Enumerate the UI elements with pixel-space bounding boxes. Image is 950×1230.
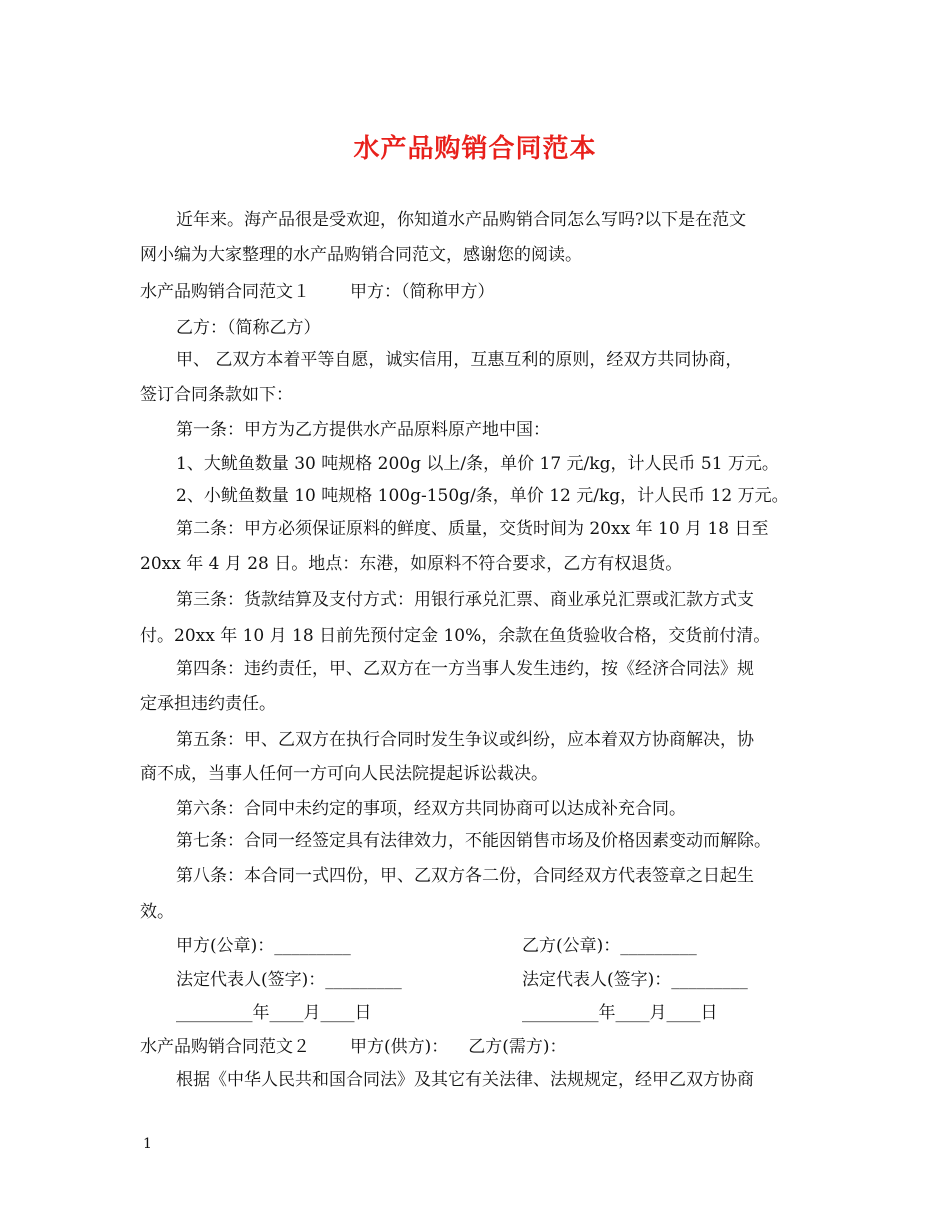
clause-line: 定承担违约责任。 (140, 694, 276, 714)
clause-line: 第六条：合同中未约定的事项，经双方共同协商可以达成补充合同。 (176, 799, 686, 819)
clause-line: 第一条：甲方为乙方提供水产品原料原产地中国： (176, 420, 550, 440)
clause-line: 第七条：合同一经签定具有法律效力，不能因销售市场及价格因素变动而解除。 (176, 831, 771, 851)
clause-line: 20xx 年 4 月 28 日。地点：东港，如原料不符合要求，乙方有权退货。 (140, 554, 683, 574)
clause-line: 商不成，当事人任何一方可向人民法院提起诉讼裁决。 (140, 764, 548, 784)
sample1-heading-line (140, 282, 495, 302)
intro-line-1: 近年来。海产品很是受欢迎，你知道水产品购销合同怎么写吗?以下是在范文 (176, 210, 747, 230)
intro-line-2: 网小编为大家整理的水产品购销合同范文，感谢您的阅读。 (140, 245, 582, 265)
clause-line: 2、小鱿鱼数量 10 吨规格 100g-150g/条，单价 12 元/kg，计人民币 12 万元。 (176, 486, 789, 506)
clause-line: 第三条：货款结算及支付方式：用银行承兑汇票、商业承兑汇票或汇款方式支 (176, 590, 754, 610)
sample2-heading: 水产品购销合同范文２ (140, 1037, 310, 1057)
signature-a-seal: 甲方(公章)：_________ (176, 936, 351, 956)
sample2-party-a: 甲方(供方)： (350, 1037, 449, 1057)
signature-b-seal: 乙方(公章)：_________ (522, 936, 697, 956)
sample1-party-b: 乙方：（简称乙方） (176, 318, 321, 338)
sample2-first-line: 根据《中华人民共和国合同法》及其它有关法律、法规规定，经甲乙双方协商 (176, 1070, 754, 1090)
clause-line: 1、大鱿鱼数量 30 吨规格 200g 以上/条，单价 17 元/kg，计人民币 51 万元。 (176, 454, 779, 474)
signature-a-rep: 法定代表人(签字)：_________ (176, 970, 402, 990)
page-number: 1 (143, 1136, 152, 1152)
signature-b-date: _________年____月____日 (522, 1003, 718, 1023)
clause-line: 第二条：甲方必须保证原料的鲜度、质量，交货时间为 20xx 年 10 月 18 日至 (176, 519, 769, 539)
signature-a-date: _________年____月____日 (176, 1003, 372, 1023)
clause-line: 效。 (140, 902, 174, 922)
sample1-heading: 水产品购销合同范文１ (140, 282, 310, 302)
clause-line: 第八条：本合同一式四份，甲、乙双方各二份，合同经双方代表签章之日起生 (176, 866, 754, 886)
preamble-line-2: 签订合同条款如下： (140, 385, 293, 405)
document-title: 水产品购销合同范本 (353, 134, 597, 164)
sample2-heading-line (140, 1037, 567, 1057)
clause-line: 第四条：违约责任，甲、乙双方在一方当事人发生违约，按《经济合同法》规 (176, 659, 754, 679)
preamble-line-1: 甲、 乙双方本着平等自愿，诚实信用，互惠互利的原则，经双方共同协商， (176, 350, 743, 370)
sample2-party-b: 乙方(需方)： (468, 1037, 567, 1057)
clause-line: 付。20xx 年 10 月 18 日前先预付定金 10%，余款在鱼货验收合格，交货前付清。 (140, 626, 771, 646)
sample1-party-a: 甲方：（简称甲方） (350, 282, 495, 302)
signature-b-rep: 法定代表人(签字)：_________ (522, 970, 748, 990)
clause-line: 第五条：甲、乙双方在执行合同时发生争议或纠纷，应本着双方协商解决，协 (176, 730, 754, 750)
